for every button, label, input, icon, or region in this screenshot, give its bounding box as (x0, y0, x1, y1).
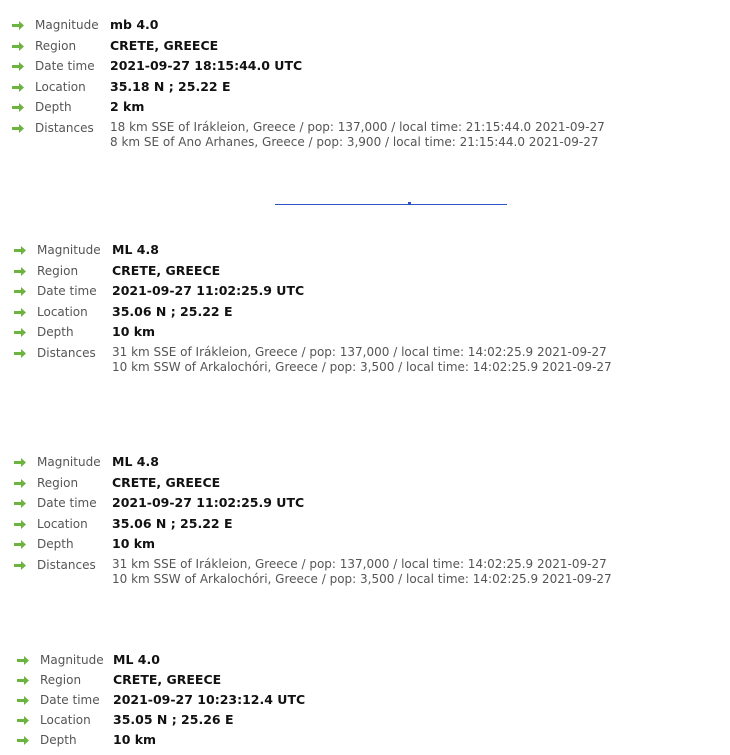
date-time-row (12, 58, 712, 79)
depth-label: Depth (35, 100, 72, 114)
magnitude-value: mb 4.0 (110, 17, 159, 32)
location-label: Location (35, 79, 86, 94)
region-row (14, 475, 714, 496)
separator-link-line[interactable] (275, 204, 507, 205)
green-arrow-icon (14, 561, 26, 570)
separator-dot (408, 202, 411, 205)
location-value: 35.18 N ; 25.22 E (110, 78, 231, 94)
date-time-value: 2021-09-27 18:15:44.0 UTC (110, 58, 303, 73)
green-arrow-icon (12, 83, 24, 92)
depth-row (17, 732, 717, 752)
green-arrow-icon (17, 676, 29, 685)
magnitude-row (14, 242, 714, 263)
magnitude-row (14, 454, 714, 475)
location-value: 35.06 N ; 25.22 E (112, 515, 233, 531)
magnitude-row (12, 17, 712, 38)
event-record-4 (17, 652, 717, 755)
region-row (12, 38, 712, 59)
green-arrow-icon (12, 21, 24, 30)
region-label: Region (35, 38, 77, 53)
distances-label: Distances (35, 120, 94, 135)
date-time-value: 2021-09-27 10:23:12.4 UTC (113, 692, 306, 707)
distances-row (12, 120, 712, 152)
distances-label: Distances (37, 557, 96, 572)
green-arrow-icon (12, 103, 24, 112)
distance-line: 8 km SE of Ano Arhanes, Greece / pop: 3,900 / local time: 21:15:44.0 2021-09-27 (110, 134, 599, 149)
depth-row (14, 536, 714, 557)
magnitude-label: Magnitude (35, 18, 99, 32)
depth-label: Depth (40, 733, 77, 747)
green-arrow-icon (12, 42, 24, 51)
date-time-row (14, 495, 714, 516)
distance-line: 10 km SSW of Arkalochóri, Greece / pop: 3,500 / local time: 14:02:25.9 2021-09-27 (112, 571, 612, 586)
magnitude-value: ML 4.8 (112, 454, 159, 469)
distances-row (14, 557, 714, 589)
green-arrow-icon (17, 736, 29, 745)
region-row (14, 263, 714, 284)
depth-value: 2 km (110, 99, 145, 114)
location-label: Location (37, 516, 88, 531)
magnitude-value: ML 4.8 (112, 242, 159, 257)
distance-line: 31 km SSE of Irákleion, Greece / pop: 137,000 / local time: 14:02:25.9 2021-09-27 (112, 344, 607, 359)
distance-line: 31 km SSE of Irákleion, Greece / pop: 137,000 / local time: 14:02:25.9 2021-09-27 (112, 556, 607, 571)
region-value: CRETE, GREECE (112, 474, 221, 490)
location-value: 35.06 N ; 25.22 E (112, 303, 233, 319)
green-arrow-icon (14, 287, 26, 296)
green-arrow-icon (14, 479, 26, 488)
date-time-row (17, 692, 717, 712)
region-label: Region (40, 673, 82, 687)
green-arrow-icon (14, 499, 26, 508)
magnitude-value: ML 4.0 (113, 652, 160, 667)
region-label: Region (37, 475, 79, 490)
green-arrow-icon (14, 308, 26, 317)
depth-value: 10 km (112, 324, 156, 339)
depth-label: Depth (37, 537, 74, 551)
location-label: Location (37, 304, 88, 319)
depth-row (14, 324, 714, 345)
region-value: CRETE, GREECE (112, 262, 221, 278)
magnitude-label: Magnitude (40, 653, 104, 667)
region-value: CRETE, GREECE (110, 37, 219, 53)
location-row (14, 304, 714, 325)
magnitude-label: Magnitude (37, 243, 101, 257)
green-arrow-icon (14, 349, 26, 358)
distance-line: 10 km SSW of Arkalochóri, Greece / pop: 3,500 / local time: 14:02:25.9 2021-09-27 (112, 359, 612, 374)
green-arrow-icon (17, 716, 29, 725)
region-row (17, 672, 717, 692)
date-time-row (14, 283, 714, 304)
region-label: Region (37, 263, 79, 278)
location-value: 35.05 N ; 25.26 E (113, 712, 234, 727)
green-arrow-icon (17, 656, 29, 665)
date-time-label: Date time (37, 284, 97, 298)
location-row (12, 79, 712, 100)
date-time-value: 2021-09-27 11:02:25.9 UTC (112, 283, 305, 298)
green-arrow-icon (14, 458, 26, 467)
depth-row (12, 99, 712, 120)
green-arrow-icon (14, 540, 26, 549)
date-time-value: 2021-09-27 11:02:25.9 UTC (112, 495, 305, 510)
green-arrow-icon (17, 696, 29, 705)
event-record-2 (14, 242, 714, 377)
date-time-label: Date time (40, 693, 100, 707)
green-arrow-icon (14, 246, 26, 255)
magnitude-row (17, 652, 717, 672)
date-time-label: Date time (35, 59, 95, 73)
magnitude-label: Magnitude (37, 455, 101, 469)
depth-value: 10 km (113, 732, 157, 747)
location-row (14, 516, 714, 537)
region-value: CRETE, GREECE (113, 672, 222, 687)
green-arrow-icon (12, 62, 24, 71)
green-arrow-icon (14, 520, 26, 529)
date-time-label: Date time (37, 496, 97, 510)
distance-line: 18 km SSE of Irákleion, Greece / pop: 137,000 / local time: 21:15:44.0 2021-09-27 (110, 119, 605, 134)
green-arrow-icon (12, 124, 24, 133)
depth-label: Depth (37, 325, 74, 339)
distances-row (14, 345, 714, 377)
event-record-3 (14, 454, 714, 589)
depth-value: 10 km (112, 536, 156, 551)
location-label: Location (40, 713, 91, 727)
event-record-1 (12, 17, 712, 152)
green-arrow-icon (14, 267, 26, 276)
distances-label: Distances (37, 345, 96, 360)
green-arrow-icon (14, 328, 26, 337)
location-row (17, 712, 717, 732)
